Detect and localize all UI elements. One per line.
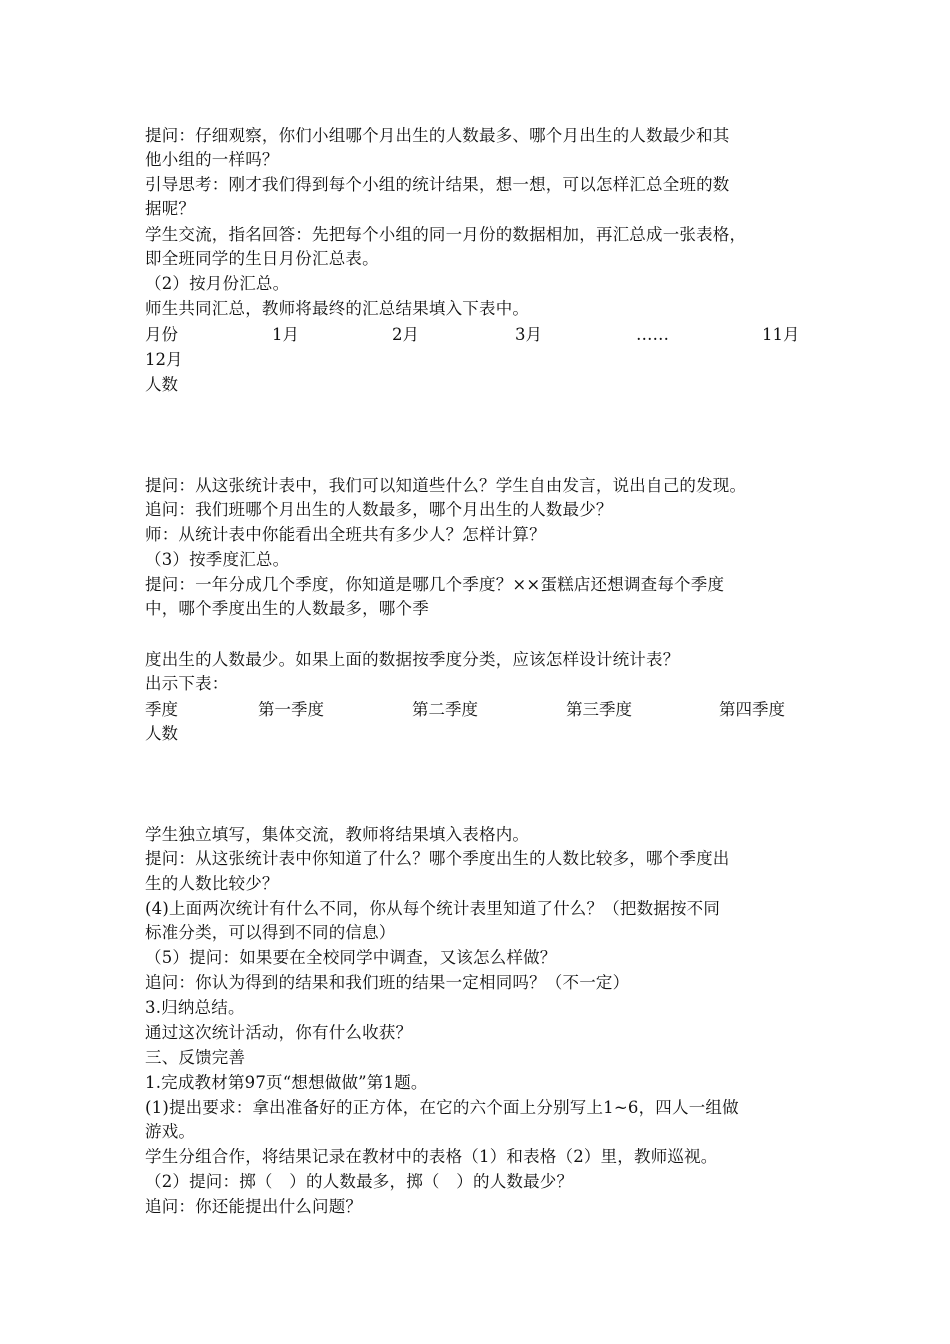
season-table-header-cell: 第三季度 <box>566 700 632 719</box>
text-line: 追问：你还能提出什么问题？ <box>145 1197 363 1216</box>
text-line: 出示下表： <box>145 674 229 693</box>
text-line: 通过这次统计活动，你有什么收获？ <box>145 1023 413 1042</box>
text-line: 标准分类，可以得到不同的信息） <box>145 923 396 942</box>
text-line: 引导思考：刚才我们得到每个小组的统计结果，想一想，可以怎样汇总全班的数 <box>145 175 730 194</box>
text-line: 学生分组合作，将结果记录在教材中的表格（1）和表格（2）里，教师巡视。 <box>145 1147 718 1166</box>
text-line: 游戏。 <box>145 1122 196 1141</box>
text-line: 生的人数比较少？ <box>145 874 279 893</box>
text-line: 师生共同汇总，教师将最终的汇总结果填入下表中。 <box>145 299 530 318</box>
month-table-header-cell: 12月 <box>145 350 183 369</box>
month-table-row-label: 人数 <box>145 375 178 394</box>
text-line: (4)上面两次统计有什么不同，你从每个统计表里知道了什么？（把数据按不同 <box>145 899 721 918</box>
text-line: 追问：我们班哪个月出生的人数最多，哪个月出生的人数最少？ <box>145 500 613 519</box>
text-line: 提问：从这张统计表中你知道了什么？哪个季度出生的人数比较多，哪个季度出 <box>145 849 730 868</box>
text-line: 师：从统计表中你能看出全班共有多少人？怎样计算？ <box>145 525 546 544</box>
season-table-header-cell: 第一季度 <box>258 700 324 719</box>
month-table-header-cell: 3月 <box>515 325 542 344</box>
season-table-header-cell: 第四季度 <box>719 700 785 719</box>
month-table-header-cell: …… <box>636 325 669 344</box>
text-line: 追问：你认为得到的结果和我们班的结果一定相同吗？（不一定） <box>145 973 630 992</box>
text-line: 学生交流，指名回答：先把每个小组的同一月份的数据相加，再汇总成一张表格， <box>145 225 747 244</box>
month-table-header-cell: 1月 <box>272 325 299 344</box>
text-line: 1.完成教材第97页“想想做做”第1题。 <box>145 1073 428 1092</box>
text-line: （5）提问：如果要在全校同学中调查，又该怎么样做？ <box>145 948 557 967</box>
text-line: 他小组的一样吗？ <box>145 150 279 169</box>
text-line: 提问：一年分成几个季度，你知道是哪几个季度？××蛋糕店还想调查每个季度 <box>145 575 725 594</box>
season-table-header-cell: 第二季度 <box>412 700 478 719</box>
month-table-header-cell: 11月 <box>762 325 800 344</box>
text-line: 学生独立填写，集体交流，教师将结果填入表格内。 <box>145 825 530 844</box>
month-table-header-cell: 2月 <box>392 325 419 344</box>
text-line: 中，哪个季度出生的人数最多，哪个季 <box>145 599 429 618</box>
season-table-row-label: 人数 <box>145 724 178 743</box>
text-line: 提问：从这张统计表中，我们可以知道些什么？学生自由发言，说出自己的发现。 <box>145 476 747 495</box>
text-line: 提问：仔细观察，你们小组哪个月出生的人数最多、哪个月出生的人数最少和其 <box>145 126 730 145</box>
text-line: （2）按月份汇总。 <box>145 274 290 293</box>
month-table-header-label: 月份 <box>145 325 178 344</box>
section-heading: 三、反馈完善 <box>145 1048 246 1067</box>
text-line: 3.归纳总结。 <box>145 998 245 1017</box>
text-line: 即全班同学的生日月份汇总表。 <box>145 249 379 268</box>
text-line: （3）按季度汇总。 <box>145 550 290 569</box>
text-line: （2）提问：掷（ ）的人数最多，掷（ ）的人数最少？ <box>145 1172 574 1191</box>
text-line: (1)提出要求：拿出准备好的正方体，在它的六个面上分别写上1~6，四人一组做 <box>145 1098 739 1117</box>
text-line: 度出生的人数最少。如果上面的数据按季度分类，应该怎样设计统计表？ <box>145 650 680 669</box>
text-line: 据呢？ <box>145 199 196 218</box>
season-table-header-label: 季度 <box>145 700 178 719</box>
